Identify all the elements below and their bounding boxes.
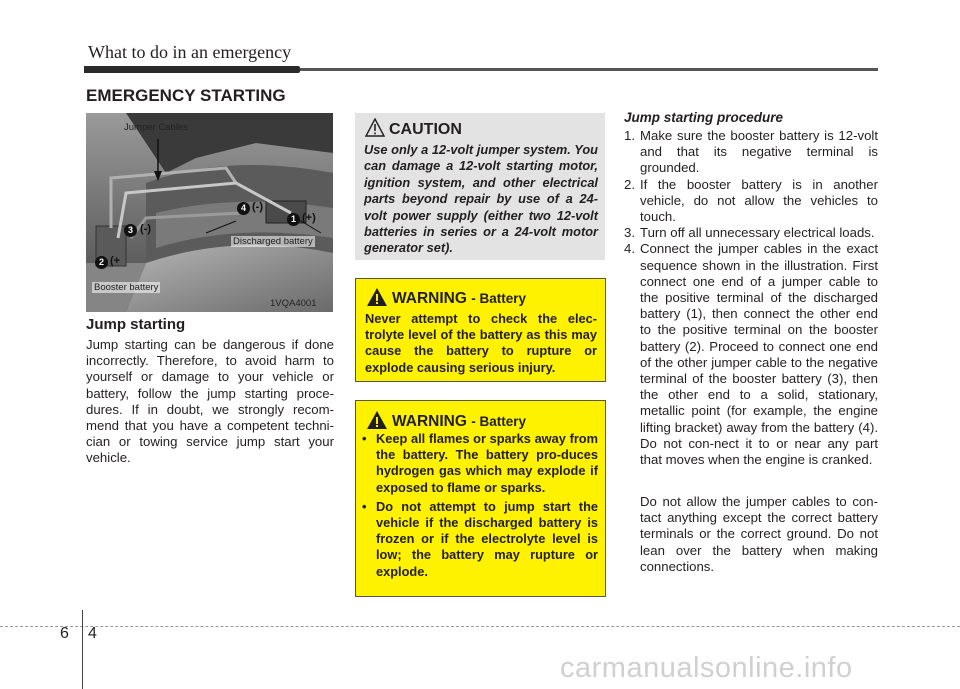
- page-number: 4: [88, 625, 97, 642]
- list-item: [362, 499, 598, 580]
- watermark: carmanualsonline.info: [560, 652, 853, 684]
- page-header-title: What to do in an emergency: [88, 42, 292, 62]
- warning-triangle-icon: [366, 410, 388, 430]
- step-text: Make sure the booster battery is 12-volt and that its negative terminal is grounded.: [640, 128, 878, 176]
- warning-box-2: [355, 400, 606, 597]
- marker-2-sign: (+: [110, 255, 121, 267]
- discharged-battery-label: Discharged battery: [233, 236, 313, 247]
- marker-3: 3: [124, 224, 137, 237]
- procedure-step: [624, 177, 878, 226]
- marker-2: 2: [95, 256, 108, 269]
- warning-1-subtitle: - Battery: [471, 291, 526, 306]
- warning-1-label: WARNING: [392, 290, 467, 307]
- procedure-heading: Jump starting procedure: [624, 110, 784, 125]
- caution-text: Use only a 12-volt jumper system. You can damage a 12-volt starting motor, ignition system, and other electrical parts beyond repair by use of a 24-volt power supply (either two 12-volt batteries in series or a 24-volt motor generator set).: [364, 142, 598, 256]
- list-item: [362, 431, 598, 496]
- jump-starting-heading: Jump starting: [86, 316, 186, 333]
- procedure-note: Do not allow the jumper cables to con-tact anything except the correct battery terminals or the correct ground. Do not lean over the battery when making connections.: [640, 494, 878, 574]
- section-title: EMERGENCY STARTING: [86, 86, 286, 105]
- warning-triangle-icon: [366, 287, 388, 307]
- warning-box-1: [355, 278, 606, 382]
- marker-1-sign: (+): [302, 212, 316, 224]
- marker-4: 4: [237, 202, 250, 215]
- marker-3-sign: (-): [140, 223, 151, 235]
- warning-2-subtitle: - Battery: [471, 414, 526, 429]
- step-text: Turn off all unnecessary electrical loads.: [640, 225, 875, 241]
- step-number: 2.: [624, 176, 635, 192]
- footer-vertical-rule: [82, 610, 83, 689]
- caution-title: CAUTION: [389, 121, 462, 138]
- warning-1-title: [392, 290, 526, 308]
- bullet: •: [362, 498, 367, 514]
- step-number: 3.: [624, 225, 635, 241]
- warning-2-item-text: Keep all flames or sparks away from the battery. The battery pro-duces hydrogen gas which may explode if exposed to flame or sparks.: [376, 431, 598, 495]
- step-number: 4.: [624, 241, 635, 257]
- caution-box: [355, 113, 605, 260]
- procedure-steps: [624, 128, 878, 468]
- page-chapter-number: 6: [60, 625, 69, 642]
- step-text: If the booster battery is in another vehicle, do not allow the vehicles to touch.: [640, 176, 878, 225]
- step-text: Connect the jumper cables in the exact sequence shown in the illustration. First connect one end of a jumper cable to the positive terminal of the discharged battery (1), then connect the other end to the positive terminal on the booster battery (2). Proceed to connect one end of the other jumper cable to the negative terminal of the booster battery (3), then the other end to a solid, stationary, metallic point (for example, the engine lifting bracket) away from the battery (4). Do not con-nect it to or near any part that moves when the engine is cranked.: [640, 241, 878, 468]
- warning-2-list: [362, 431, 598, 583]
- jump-starting-body: Jump starting can be dangerous if done incorrectly. Therefore, to avoid harm to yourself or damage to your vehicle or battery, follow the jump starting proce-dures. If in doubt, we strongly recom-mend that you have a competent techni-cian or towing service jump start your vehicle.: [86, 337, 334, 466]
- booster-battery-label: Booster battery: [94, 282, 159, 293]
- jumper-cables-label: Jumper Cables: [124, 122, 188, 133]
- procedure-step: [624, 225, 878, 241]
- marker-4-sign: (-): [252, 201, 263, 213]
- procedure-step: [624, 128, 878, 177]
- header-rule-accent: [84, 66, 300, 73]
- step-number: 1.: [624, 128, 635, 143]
- warning-2-label: WARNING: [392, 413, 467, 430]
- caution-triangle-icon: [365, 118, 385, 137]
- footer-dashed-rule: [0, 626, 960, 627]
- jump-start-illustration: [86, 113, 333, 312]
- warning-2-item-text: Do not attempt to jump start the vehicle if the discharged battery is frozen or if the electrolyte level is low; the battery may rupture or explode.: [376, 498, 598, 579]
- figure-code: 1VQA4001: [270, 298, 317, 309]
- bullet: •: [362, 431, 367, 446]
- marker-1: 1: [287, 213, 300, 226]
- procedure-step: [624, 241, 878, 468]
- warning-1-text: Never attempt to check the elec-trolyte level of the battery as this may cause the battery to rupture or explode causing serious injury.: [365, 311, 597, 375]
- warning-2-title: [392, 413, 526, 431]
